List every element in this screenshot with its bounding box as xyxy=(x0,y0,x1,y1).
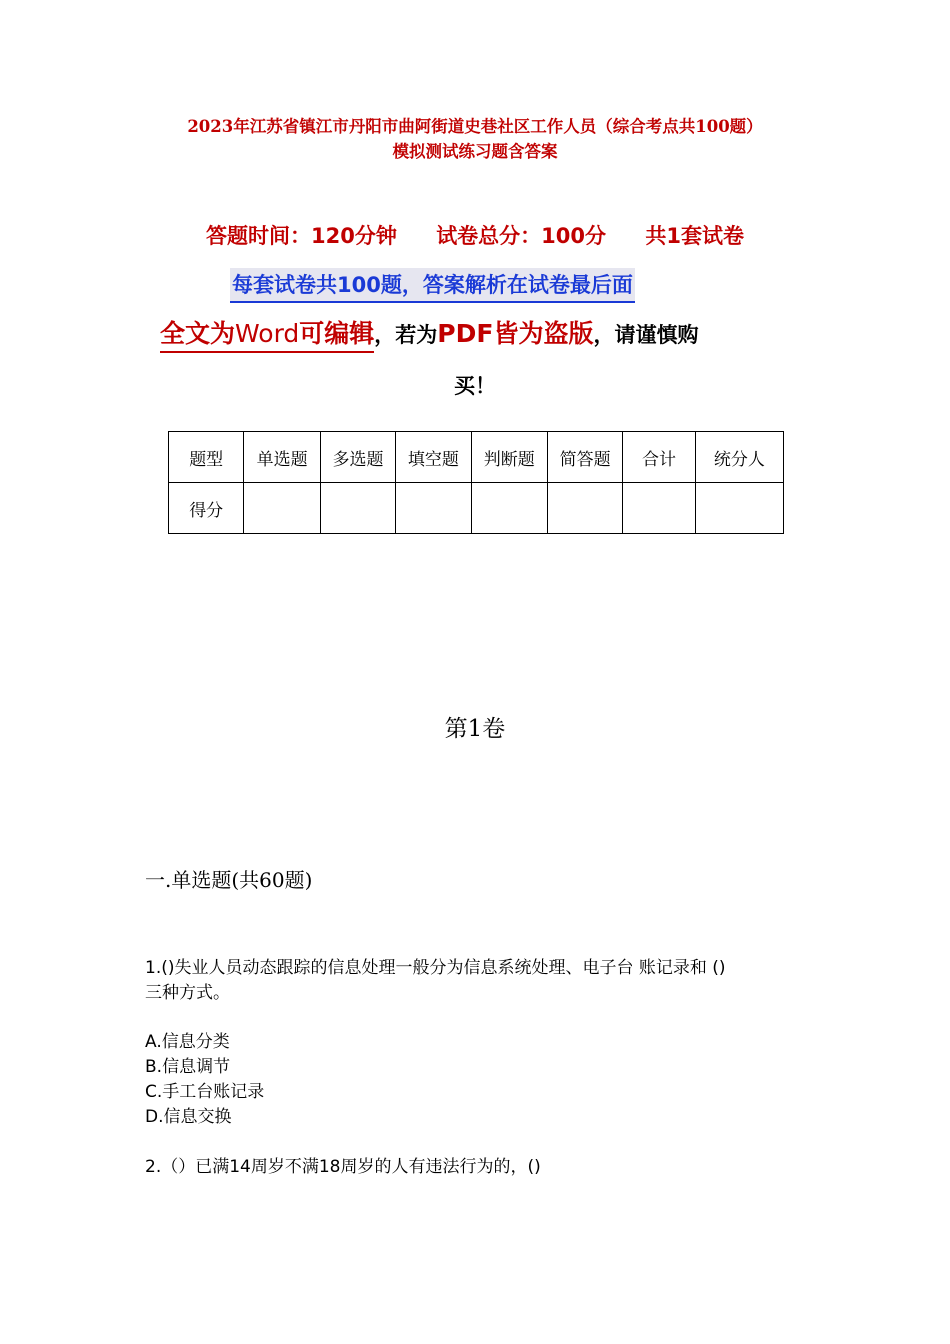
exam-time: 答题时间：120分钟 xyxy=(206,224,397,248)
exam-meta xyxy=(160,220,790,250)
score-cell[interactable] xyxy=(320,483,395,534)
score-cell[interactable] xyxy=(695,483,783,534)
header-cell: 判断题 xyxy=(471,432,547,483)
score-cell[interactable] xyxy=(547,483,622,534)
question-1-line1: 1.()失业人员动态跟踪的信息处理一般分为信息系统处理、电子台 账记录和 () xyxy=(145,958,726,978)
pdf-piracy-text: PDF皆为盗版 xyxy=(437,319,594,348)
question-2-line1: 2.（）已满14周岁不满18周岁的人有违法行为的，() xyxy=(145,1157,541,1177)
word-prefix: 全文为 xyxy=(160,319,236,348)
question-1-option-b: B.信息调节 xyxy=(145,1057,231,1077)
comma-1: ， xyxy=(374,323,396,347)
doc-title-line1: 2023年江苏省镇江市丹阳市曲阿街道史巷社区工作人员（综合考点共100题） xyxy=(187,117,763,136)
header-cell: 多选题 xyxy=(320,432,395,483)
row-label-cell: 得分 xyxy=(169,483,244,534)
if-text: 若为 xyxy=(395,323,438,347)
careful-text: 请谨慎购 xyxy=(614,323,699,347)
header-cell: 统分人 xyxy=(695,432,783,483)
score-table-header-row xyxy=(169,432,784,483)
doc-title-line2: 模拟测试练习题含答案 xyxy=(392,142,558,161)
answer-notice: 每套试卷共100题，答案解析在试卷最后面 xyxy=(230,268,635,303)
score-cell[interactable] xyxy=(396,483,471,534)
score-cell[interactable] xyxy=(623,483,695,534)
score-cell[interactable] xyxy=(471,483,547,534)
exam-total-score: 试卷总分：100分 xyxy=(436,224,607,248)
buy-text: 买！ xyxy=(454,374,496,398)
question-1-option-a: A.信息分类 xyxy=(145,1032,230,1052)
exam-sets: 共1套试卷 xyxy=(645,224,744,248)
volume-heading: 第1卷 xyxy=(444,716,506,742)
header-cell: 合计 xyxy=(623,432,695,483)
score-table-score-row xyxy=(169,483,784,534)
header-cell: 单选题 xyxy=(244,432,320,483)
header-cell: 题型 xyxy=(169,432,244,483)
word-word: Word xyxy=(235,319,300,348)
question-1-option-d: D.信息交换 xyxy=(145,1107,232,1127)
word-suffix: 可编辑 xyxy=(299,319,375,348)
section-heading: 一.单选题(共60题) xyxy=(145,868,313,892)
score-cell[interactable] xyxy=(244,483,320,534)
word-editable-text xyxy=(160,319,374,353)
header-cell: 填空题 xyxy=(396,432,471,483)
editable-notice xyxy=(160,314,698,350)
question-1-option-c: C.手工台账记录 xyxy=(145,1082,265,1102)
comma-2: ， xyxy=(593,323,615,347)
question-1-line2: 三种方式。 xyxy=(145,983,230,1003)
score-table xyxy=(168,431,784,534)
header-cell: 简答题 xyxy=(547,432,622,483)
